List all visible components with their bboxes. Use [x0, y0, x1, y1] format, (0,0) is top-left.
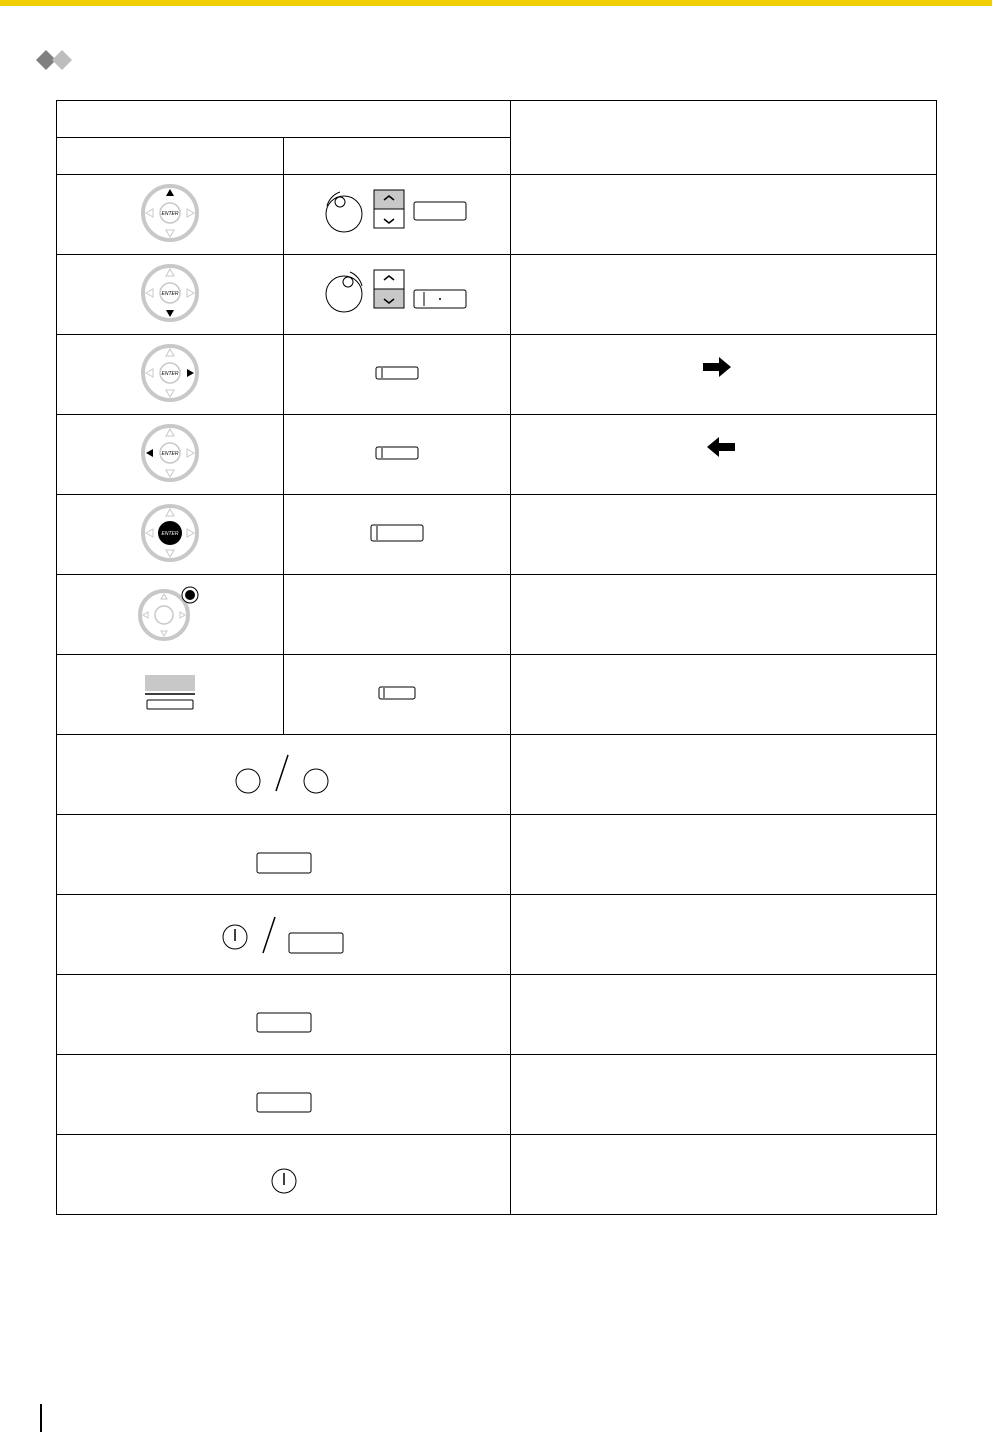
- function-button-icon: [378, 686, 416, 700]
- header-left: [57, 101, 511, 138]
- key-button-icon: [254, 1071, 314, 1115]
- navigator-key-right-icon: [140, 343, 200, 403]
- svg-text:ENTER: ENTER: [161, 451, 179, 457]
- left-arrow-icon: [705, 437, 735, 457]
- table-row: [57, 335, 937, 415]
- function-button-icon: [370, 524, 424, 542]
- svg-text:ENTER: ENTER: [161, 531, 179, 537]
- header-right: [511, 101, 937, 175]
- page-margin-rule: [40, 1404, 42, 1432]
- hold-release-icons: [234, 751, 334, 795]
- jog-dial-down-icon: [322, 268, 472, 318]
- navigator-key-enter-icon: [140, 503, 200, 563]
- section-diamond-icon: [36, 50, 76, 70]
- function-button-icon: [375, 366, 419, 380]
- navigator-key-left-icon: [140, 423, 200, 483]
- table-row: [57, 1055, 937, 1135]
- function-button-icon: [375, 446, 419, 460]
- accent-bar: [0, 0, 992, 6]
- soft-key-icon: [143, 673, 197, 713]
- table-row: [57, 495, 937, 575]
- jog-dial-up-icon: [322, 188, 472, 238]
- table-row: [57, 255, 937, 335]
- key-button-icon: [254, 991, 314, 1035]
- sub-header-2: [284, 138, 511, 175]
- navigator-key-up-icon: [140, 183, 200, 243]
- table-row: [57, 175, 937, 255]
- enter-label: ENTER: [161, 211, 179, 217]
- table-row: [57, 575, 937, 655]
- power-key-icon: [269, 1151, 299, 1195]
- table-row: [57, 655, 937, 735]
- sub-header-1: [57, 138, 284, 175]
- table-row: [57, 895, 937, 975]
- operation-reference-table: [56, 100, 937, 1215]
- table-row: [57, 735, 937, 815]
- svg-text:ENTER: ENTER: [161, 291, 179, 297]
- right-arrow-icon: [703, 357, 733, 377]
- key-button-icon: [254, 831, 314, 875]
- table-row: [57, 415, 937, 495]
- table-row: [57, 815, 937, 895]
- svg-text:ENTER: ENTER: [161, 371, 179, 377]
- navigator-key-down-icon: [140, 263, 200, 323]
- table-row: [57, 1135, 937, 1215]
- navigator-key-side-icon: [134, 583, 206, 643]
- table-row: [57, 975, 937, 1055]
- power-or-key-icons: [219, 911, 349, 955]
